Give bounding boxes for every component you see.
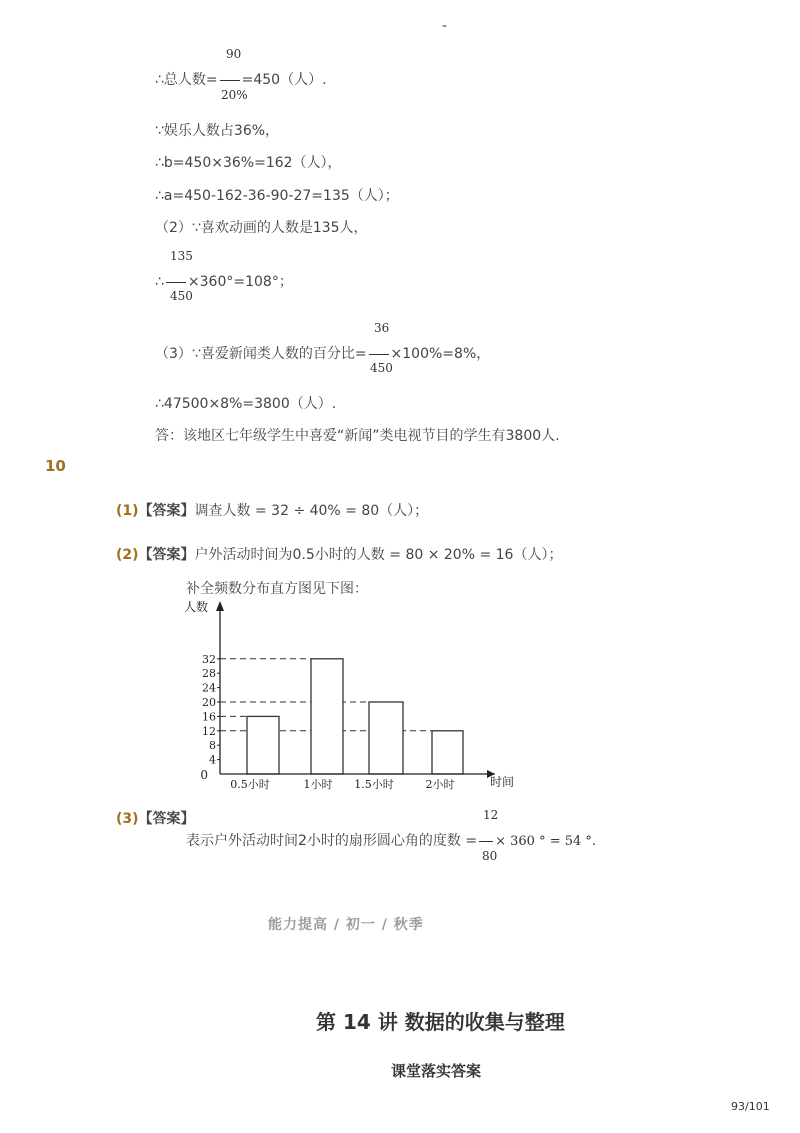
y-tick-label: 16 (202, 710, 216, 724)
fraction-bar (479, 841, 493, 842)
answer-text: 户外活动时间为0.5小时的人数 = 80 × 20% = 16（人）； (194, 547, 563, 563)
fraction-denominator: 450 (370, 361, 393, 375)
answer-label: (2) (116, 547, 139, 563)
fraction-bar (166, 282, 186, 283)
answer-tag: 【答案】 (138, 811, 195, 827)
frequency-histogram (170, 597, 530, 797)
footer-course-info: 能力提高 / 初一 / 秋季 (268, 917, 424, 933)
y-tick-label: 8 (209, 739, 216, 753)
fraction-denominator: 80 (482, 849, 498, 863)
fraction-numerator: 36 (374, 321, 390, 335)
answer-text: 调查人数 = 32 ÷ 40% = 80（人）； (194, 503, 429, 519)
solution-line: ∴a=450-162-36-90-27=135（人）； (155, 188, 399, 204)
lecture-title: 第 14 讲 数据的收集与整理 (316, 1010, 565, 1034)
y-tick-label: 20 (202, 696, 216, 709)
answer-tag: 【答案】 (138, 503, 195, 519)
text: =450（人）. (241, 72, 327, 88)
text: ×360°=108°； (187, 274, 293, 290)
y-tick-label: 28 (202, 667, 216, 681)
answer-line: 答：该地区七年级学生中喜爱“新闻”类电视节目的学生有3800人. (155, 428, 560, 444)
lecture-subtitle: 课堂落实答案 (391, 1062, 482, 1080)
x-category-label: 1小时 (303, 778, 333, 791)
top-mark: - (442, 18, 448, 34)
histogram-bar (369, 702, 403, 774)
fraction-bar (369, 354, 389, 355)
answer-tag: 【答案】 (138, 547, 195, 563)
x-axis-title: 时间 (490, 775, 515, 789)
x-category-label: 0.5小时 (230, 778, 270, 791)
answer-3-label-row (116, 808, 195, 828)
answer-3 (186, 830, 596, 850)
solution-line-angle (155, 271, 293, 291)
histogram-bar (311, 659, 343, 774)
fraction-numerator: 135 (170, 249, 193, 263)
answer-text: × 360 ° = 54 °. (495, 834, 597, 849)
fraction-denominator: 450 (170, 289, 193, 303)
histogram-note: 补全频数分布直方图见下图： (186, 581, 368, 597)
answer-2 (116, 544, 562, 564)
fraction-numerator: 12 (483, 808, 499, 822)
histogram-bar (432, 731, 463, 774)
answer-1 (116, 500, 428, 520)
solution-line-total (155, 69, 327, 89)
histogram-bar (247, 716, 279, 774)
answer-label: (3) (116, 811, 139, 827)
solution-line: ∴b=450×36%=162（人）， (155, 155, 342, 171)
fraction-bar (220, 80, 240, 81)
y-axis-arrow (216, 601, 224, 611)
y-tick-label: 4 (209, 753, 216, 767)
solution-line-percent (155, 343, 490, 363)
page-number: 93/101 (731, 1100, 770, 1113)
text: （3）∵喜爱新闻类人数的百分比= (155, 346, 367, 362)
text: ∴ (155, 274, 164, 290)
text: ×100%=8%， (390, 346, 491, 362)
y-tick-label: 24 (202, 681, 216, 695)
solution-line: ∴47500×8%=3800（人）. (155, 396, 337, 412)
question-number: 10 (45, 457, 66, 475)
y-tick-label: 0 (200, 768, 208, 782)
x-category-label: 1.5小时 (354, 778, 394, 791)
x-category-label: 2小时 (425, 778, 455, 791)
solution-line: （2）∵喜欢动画的人数是135人， (155, 220, 368, 236)
y-axis-title: 人数 (184, 600, 209, 614)
answer-label: (1) (116, 503, 139, 519)
fraction-numerator: 90 (226, 47, 242, 61)
fraction-denominator: 20% (221, 88, 248, 102)
y-tick-label: 12 (202, 724, 216, 738)
y-tick-label: 32 (202, 652, 216, 666)
text: ∴总人数= (155, 72, 218, 88)
answer-text: 表示户外活动时间2小时的扇形圆心角的度数 = (186, 833, 478, 849)
solution-line: ∵娱乐人数占36%， (155, 123, 280, 139)
